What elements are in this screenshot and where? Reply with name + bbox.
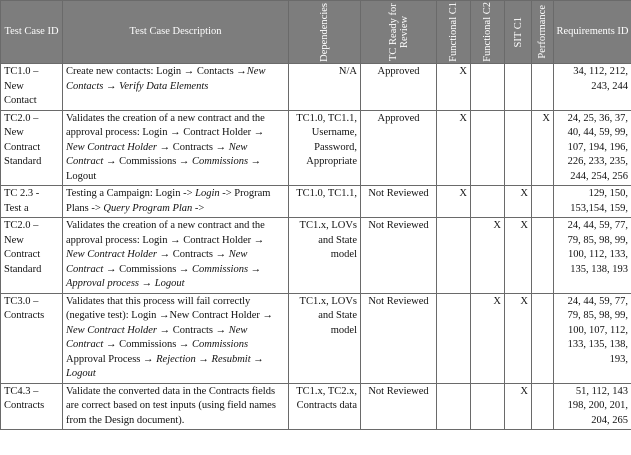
functional-c1-mark	[437, 293, 471, 383]
test-case-id: TC3.0 – Contracts	[1, 293, 63, 383]
performance-mark	[532, 383, 554, 430]
test-case-description: Validates the creation of a new contract and the approval process: Login → Contract Holder → New Contract Holder → Contracts → New Contract → Commissions → Commissions → Logout	[63, 110, 289, 186]
sit-c1-mark: X	[505, 218, 532, 294]
review-status: Not Reviewed	[361, 383, 437, 430]
col-header-requirements: Requirements ID	[554, 1, 631, 64]
col-header-functional-c2-label: Functional C2	[482, 2, 493, 62]
functional-c2-mark: X	[471, 218, 505, 294]
dependencies-cell: TC1.0, TC1.1,	[289, 186, 361, 218]
sit-c1-mark: X	[505, 293, 532, 383]
table-row	[1, 218, 631, 294]
performance-mark	[532, 186, 554, 218]
col-header-dependencies-label: Dependencies	[319, 2, 330, 62]
dependencies-cell: TC1.x, LOVs and State model	[289, 293, 361, 383]
test-case-description: Validates that this process will fail correctly (negative test): Login →New Contract Holder → New Contract Holder → Contracts → New Contract → Commissions → Commissions Approval Process → Rejection → Resubmit → Logout	[63, 293, 289, 383]
col-header-functional-c1	[437, 1, 471, 64]
review-status: Approved	[361, 64, 437, 111]
test-case-description: Testing a Campaign: Login -> Login -> Program Plans -> Query Program Plan ->	[63, 186, 289, 218]
functional-c1-mark	[437, 383, 471, 430]
performance-mark	[532, 293, 554, 383]
col-header-sit-c1-label: SIT C1	[512, 16, 524, 48]
performance-mark	[532, 218, 554, 294]
col-header-functional-c2	[471, 1, 505, 64]
dependencies-cell: TC1.0, TC1.1, Username, Password, Appropriate	[289, 110, 361, 186]
review-status: Not Reviewed	[361, 186, 437, 218]
col-header-description: Test Case Description	[63, 1, 289, 64]
dependencies-cell: TC1.x, TC2.x, Contracts data	[289, 383, 361, 430]
requirements-ids: 51, 112, 143 198, 200, 201, 204, 265	[554, 383, 631, 430]
table-row	[1, 186, 631, 218]
test-case-id: TC 2.3 - Test a	[1, 186, 63, 218]
test-case-description: Create new contacts: Login → Contacts →New Contacts → Verify Data Elements	[63, 64, 289, 111]
requirements-ids: 129, 150, 153,154, 159,	[554, 186, 631, 218]
col-header-sit-c1	[505, 1, 532, 64]
review-status: Approved	[361, 110, 437, 186]
col-header-id: Test Case ID	[1, 1, 63, 64]
functional-c1-mark: X	[437, 110, 471, 186]
test-case-id: TC4.3 – Contracts	[1, 383, 63, 430]
test-case-description: Validates the creation of a new contract and the approval process: Login → Contract Holder → New Contract Holder → Contracts → New Contract → Commissions → Commissions → Approval process → Logout	[63, 218, 289, 294]
requirements-ids: 34, 112, 212, 243, 244	[554, 64, 631, 111]
col-header-dependencies	[289, 1, 361, 64]
functional-c2-mark	[471, 186, 505, 218]
col-header-performance	[532, 1, 554, 64]
functional-c1-mark	[437, 218, 471, 294]
header-row	[1, 1, 631, 64]
review-status: Not Reviewed	[361, 293, 437, 383]
functional-c2-mark	[471, 383, 505, 430]
dependencies-cell: N/A	[289, 64, 361, 111]
requirements-ids: 24, 44, 59, 77, 79, 85, 98, 99, 100, 112, 133, 135, 138, 193	[554, 218, 631, 294]
review-status: Not Reviewed	[361, 218, 437, 294]
table-row	[1, 383, 631, 430]
col-header-ready	[361, 1, 437, 64]
performance-mark	[532, 64, 554, 111]
requirements-ids: 24, 44, 59, 77, 79, 85, 98, 99, 100, 107, 112, 133, 135, 138, 193,	[554, 293, 631, 383]
sit-c1-mark: X	[505, 186, 532, 218]
col-header-performance-label: Performance	[537, 5, 548, 59]
functional-c2-mark	[471, 110, 505, 186]
table-row	[1, 64, 631, 111]
sit-c1-mark: X	[505, 383, 532, 430]
table-row	[1, 293, 631, 383]
test-case-id: TC2.0 – New Contract Standard	[1, 218, 63, 294]
test-case-id: TC2.0 – New Contract Standard	[1, 110, 63, 186]
functional-c2-mark: X	[471, 293, 505, 383]
col-header-ready-label: TC Ready for Review	[387, 3, 410, 61]
sit-c1-mark	[505, 110, 532, 186]
functional-c1-mark: X	[437, 186, 471, 218]
col-header-functional-c1-label: Functional C1	[448, 2, 459, 62]
dependencies-cell: TC1.x, LOVs and State model	[289, 218, 361, 294]
test-case-description: Validate the converted data in the Contracts fields are correct based on test inputs (using field names from the Design document).	[63, 383, 289, 430]
functional-c2-mark	[471, 64, 505, 111]
requirements-ids: 24, 25, 36, 37, 40, 44, 59, 99, 107, 194, 196, 226, 233, 235, 244, 254, 256	[554, 110, 631, 186]
functional-c1-mark: X	[437, 64, 471, 111]
table-row	[1, 110, 631, 186]
sit-c1-mark	[505, 64, 532, 111]
test-case-id: TC1.0 – New Contact	[1, 64, 63, 111]
performance-mark: X	[532, 110, 554, 186]
